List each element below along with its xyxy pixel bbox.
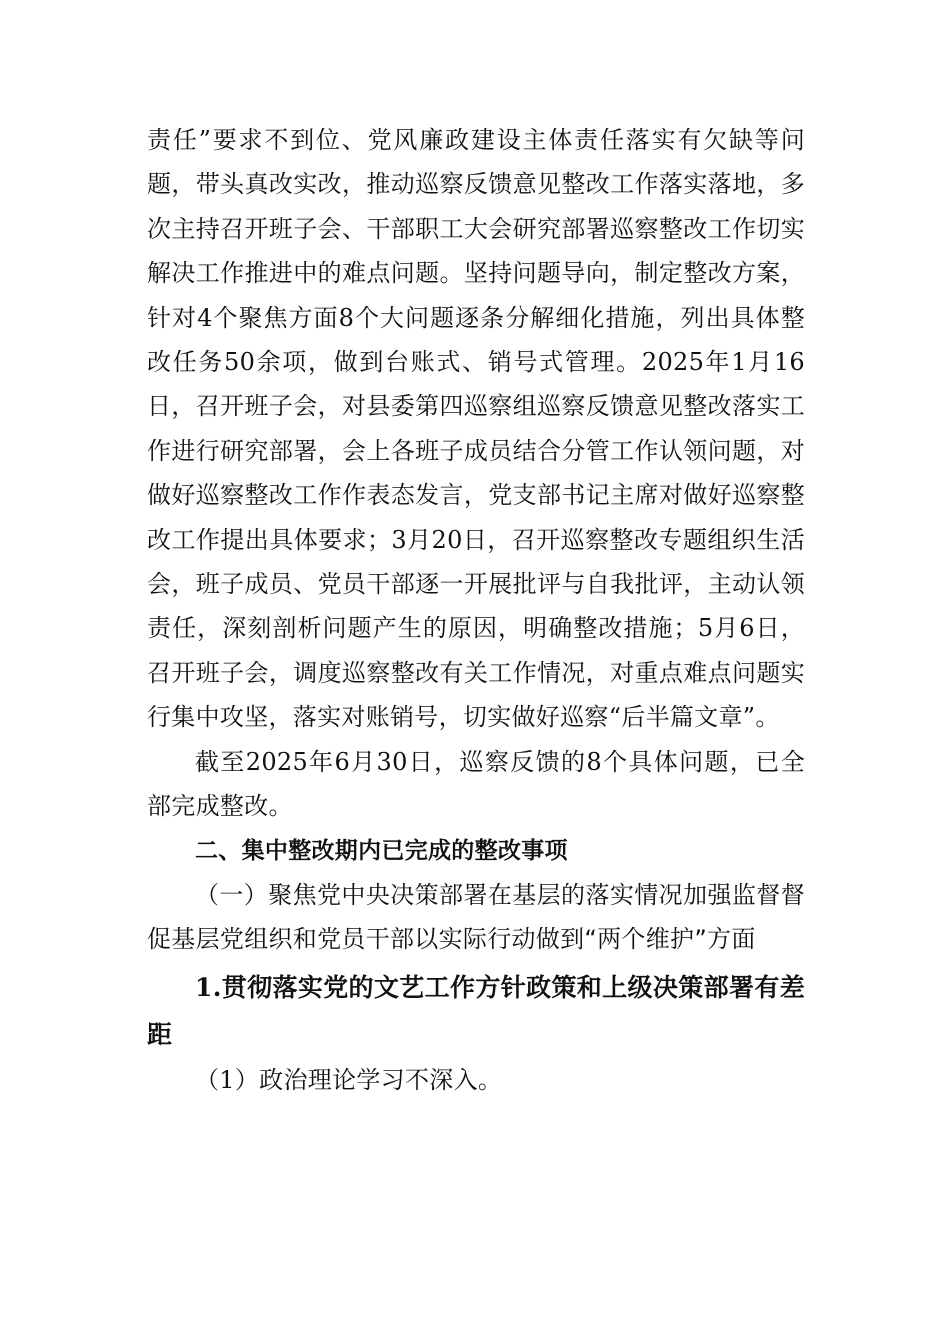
subsection-heading: （一）聚焦党中央决策部署在基层的落实情况加强监督督促基层党组织和党员干部以实际行动做到“两个维护”方面	[147, 880, 805, 954]
body-paragraph-continued: 责任”要求不到位、党风廉政建设主体责任落实有欠缺等问题，带头真改实改，推动巡察反馈意见整改工作落实落地，多次主持召开班子会、干部职工大会研究部署巡察整改工作切实解决工作推进中的难点问题。坚持问题导向，制定整改方案，针对4个聚焦方面8个大问题逐条分解细化措施，列出具体整改任务50余项，做到台账式、销号式管理。2025年1月16日，召开班子会，对县委第四巡察组巡察反馈意见整改落实工作进行研究部署，会上各班子成员结合分管工作认领问题，对做好巡察整改工作作表态发言，党支部书记主席对做好巡察整改工作提出具体要求；3月20日，召开巡察整改专题组织生活会，班子成员、党员干部逐一开展批评与自我批评，主动认领责任，深刻剖析问题产生的原因，明确整改措施；5月6日，召开班子会，调度巡察整改有关工作情况，对重点难点问题实行集中攻坚，落实对账销号，切实做好巡察“后半篇文章”。	[147, 126, 805, 732]
item-heading: 1.贯彻落实党的文艺工作方针政策和上级决策部署有差距	[147, 972, 805, 1049]
sub-item-paragraph: （1）政治理论学习不深入。	[195, 1065, 503, 1094]
document-body	[147, 118, 805, 1102]
body-paragraph-summary: 截至2025年6月30日，巡察反馈的8个具体问题，已全部完成整改。	[147, 747, 805, 821]
section-heading: 二、集中整改期内已完成的整改事项	[195, 837, 568, 864]
